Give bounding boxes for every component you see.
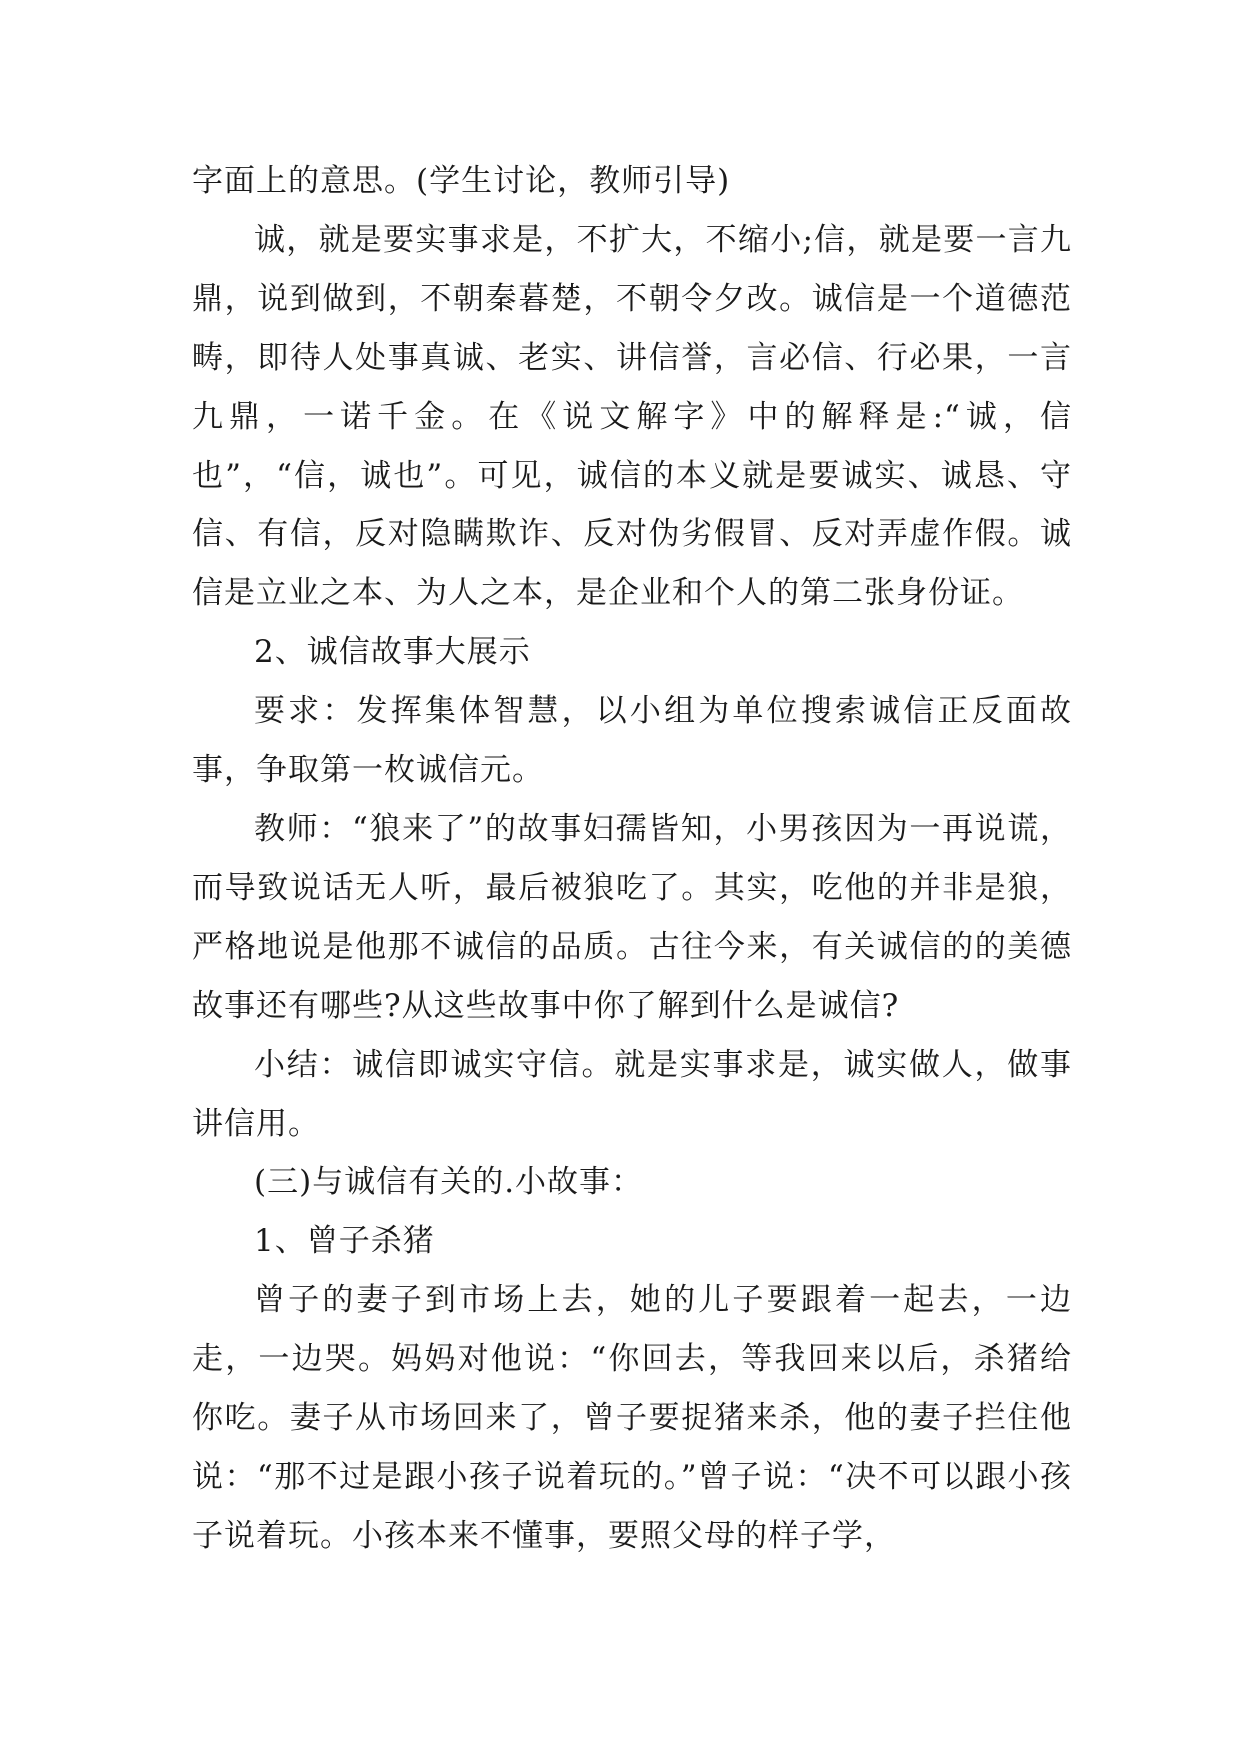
story-title: 1、曾子杀猪 [254,1223,435,1260]
document-body [192,152,1072,1566]
section-heading-story-showcase: 2、诚信故事大展示 [254,634,531,671]
paragraph-summary: 小结：诚信即诚实守信。就是实事求是，诚实做人，做事讲信用。 [192,1046,1072,1142]
paragraph-teacher: 教师：“狼来了”的故事妇孺皆知，小男孩因为一再说谎，而导致说话无人听，最后被狼吃了。其实，吃他的并非是狼，严格地说是他那不诚信的品质。古往今来，有关诚信的的美德故事还有哪些?从这些故事中你了解到什么是诚信? [192,810,1072,1024]
section-heading-stories: (三)与诚信有关的.小故事： [254,1164,644,1201]
paragraph-definition: 诚，就是要实事求是，不扩大，不缩小;信，就是要一言九鼎，说到做到，不朝秦暮楚，不朝令夕改。诚信是一个道德范畴，即待人处事真诚、老实、讲信誉，言必信、行必果，一言九鼎，一诺千金。在《说文解字》中的解释是:“诚，信也”，“信，诚也”。可见，诚信的本义就是要诚实、诚恳、守信、有信，反对隐瞒欺诈、反对伪劣假冒、反对弄虚作假。诚信是立业之本、为人之本，是企业和个人的第二张身份证。 [192,221,1072,612]
story-body: 曾子的妻子到市场上去，她的儿子要跟着一起去，一边走，一边哭。妈妈对他说：“你回去，等我回来以后，杀猪给你吃。妻子从市场回来了，曾子要捉猪来杀，他的妻子拦住他说：“那不过是跟小孩子说着玩的。”曾子说：“决不可以跟小孩子说着玩。小孩本来不懂事，要照父母的样子学， [192,1282,1072,1554]
paragraph-requirement: 要求：发挥集体智慧，以小组为单位搜索诚信正反面故事，争取第一枚诚信元。 [192,693,1072,789]
paragraph-continuation: 字面上的意思。(学生讨论，教师引导) [192,163,731,199]
